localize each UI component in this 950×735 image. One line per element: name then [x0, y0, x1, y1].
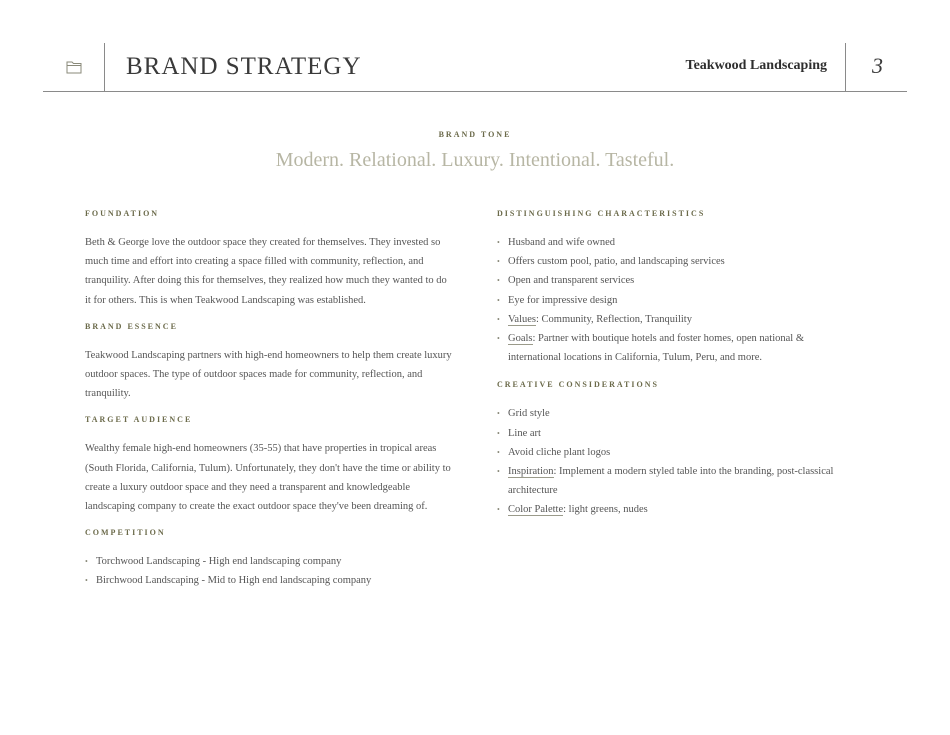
distinguishing-heading: DISTINGUISHING CHARACTERISTICS — [497, 209, 706, 218]
values-label: Values — [508, 313, 536, 325]
company-name: Teakwood Landscaping — [685, 58, 827, 73]
palette-item — [497, 500, 857, 519]
folder-icon — [66, 60, 82, 74]
palette-text: : light greens, nudes — [563, 504, 648, 516]
list-item: • Open and transparent services — [497, 271, 857, 290]
foundation-heading: FOUNDATION — [85, 209, 160, 218]
list-item: • Husband and wife owned — [497, 233, 857, 252]
list-item: • Eye for impressive design — [497, 291, 857, 310]
goals-text: : Partner with boutique hotels and foster homes, open national & international locations in California, Tulum, Peru, and more. — [508, 333, 804, 364]
list-item: • Avoid cliche plant logos — [497, 443, 857, 462]
creative-heading: CREATIVE CONSIDERATIONS — [497, 380, 659, 390]
page-title: BRAND STRATEGY — [126, 53, 362, 80]
goals-label: Goals — [508, 333, 533, 345]
inspiration-item — [497, 462, 857, 500]
distinguishing-list — [497, 233, 857, 367]
brand-essence-text: Teakwood Landscaping partners with high-end homeowners to help them create luxury outdoor spaces. The type of outdoor spaces made for community, reflection, and tranquility. — [85, 349, 452, 400]
page-number-box — [845, 43, 907, 91]
creative-list — [497, 404, 857, 519]
target-audience-text: Wealthy female high-end homeowners (35-55) that have properties in tropical areas (South Florida, California, Tulum). Unfortunately, they don't have the time or ability to create a luxury outdoor space and they need a transparent and knowledgeable landscaping company to create the exact outdoor space they've been dreaming of. — [85, 443, 451, 513]
brand-tone-label: BRAND TONE — [438, 130, 512, 139]
competition-list — [85, 552, 455, 590]
palette-label: Color Palette — [508, 504, 564, 516]
right-column — [497, 208, 857, 532]
list-item: • Torchwood Landscaping - High end landscaping company — [85, 552, 455, 571]
values-item — [497, 310, 857, 329]
list-item: • Grid style — [497, 404, 857, 423]
left-column — [85, 208, 455, 603]
list-item: • Line art — [497, 424, 857, 443]
goals-item — [497, 329, 857, 367]
competition-heading: COMPETITION — [85, 528, 166, 538]
page-number: 3 — [872, 53, 883, 78]
foundation-text: Beth & George love the outdoor space they created for themselves. They invested so much time and effort into creating a space filled with community, reflection, and tranquility. After doing this for themselves, they realized how much they wanted to do it for others. This is when Teakwood Landscaping was established. — [85, 237, 447, 306]
list-item: • Birchwood Landscaping - Mid to High end landscaping company — [85, 571, 455, 590]
header-icon-box — [43, 43, 105, 91]
page-header — [43, 43, 907, 92]
values-text: : Community, Reflection, Tranquility — [536, 313, 692, 325]
inspiration-label: Inspiration — [508, 466, 554, 478]
brand-tone-text: Modern. Relational. Luxury. Intentional. Tasteful. — [275, 149, 675, 171]
target-audience-heading: TARGET AUDIENCE — [85, 415, 193, 425]
brand-essence-heading: BRAND ESSENCE — [85, 321, 178, 331]
list-item: • Offers custom pool, patio, and landscaping services — [497, 252, 857, 271]
inspiration-text: : Implement a modern styled table into the branding, post-classical architecture — [508, 466, 834, 497]
